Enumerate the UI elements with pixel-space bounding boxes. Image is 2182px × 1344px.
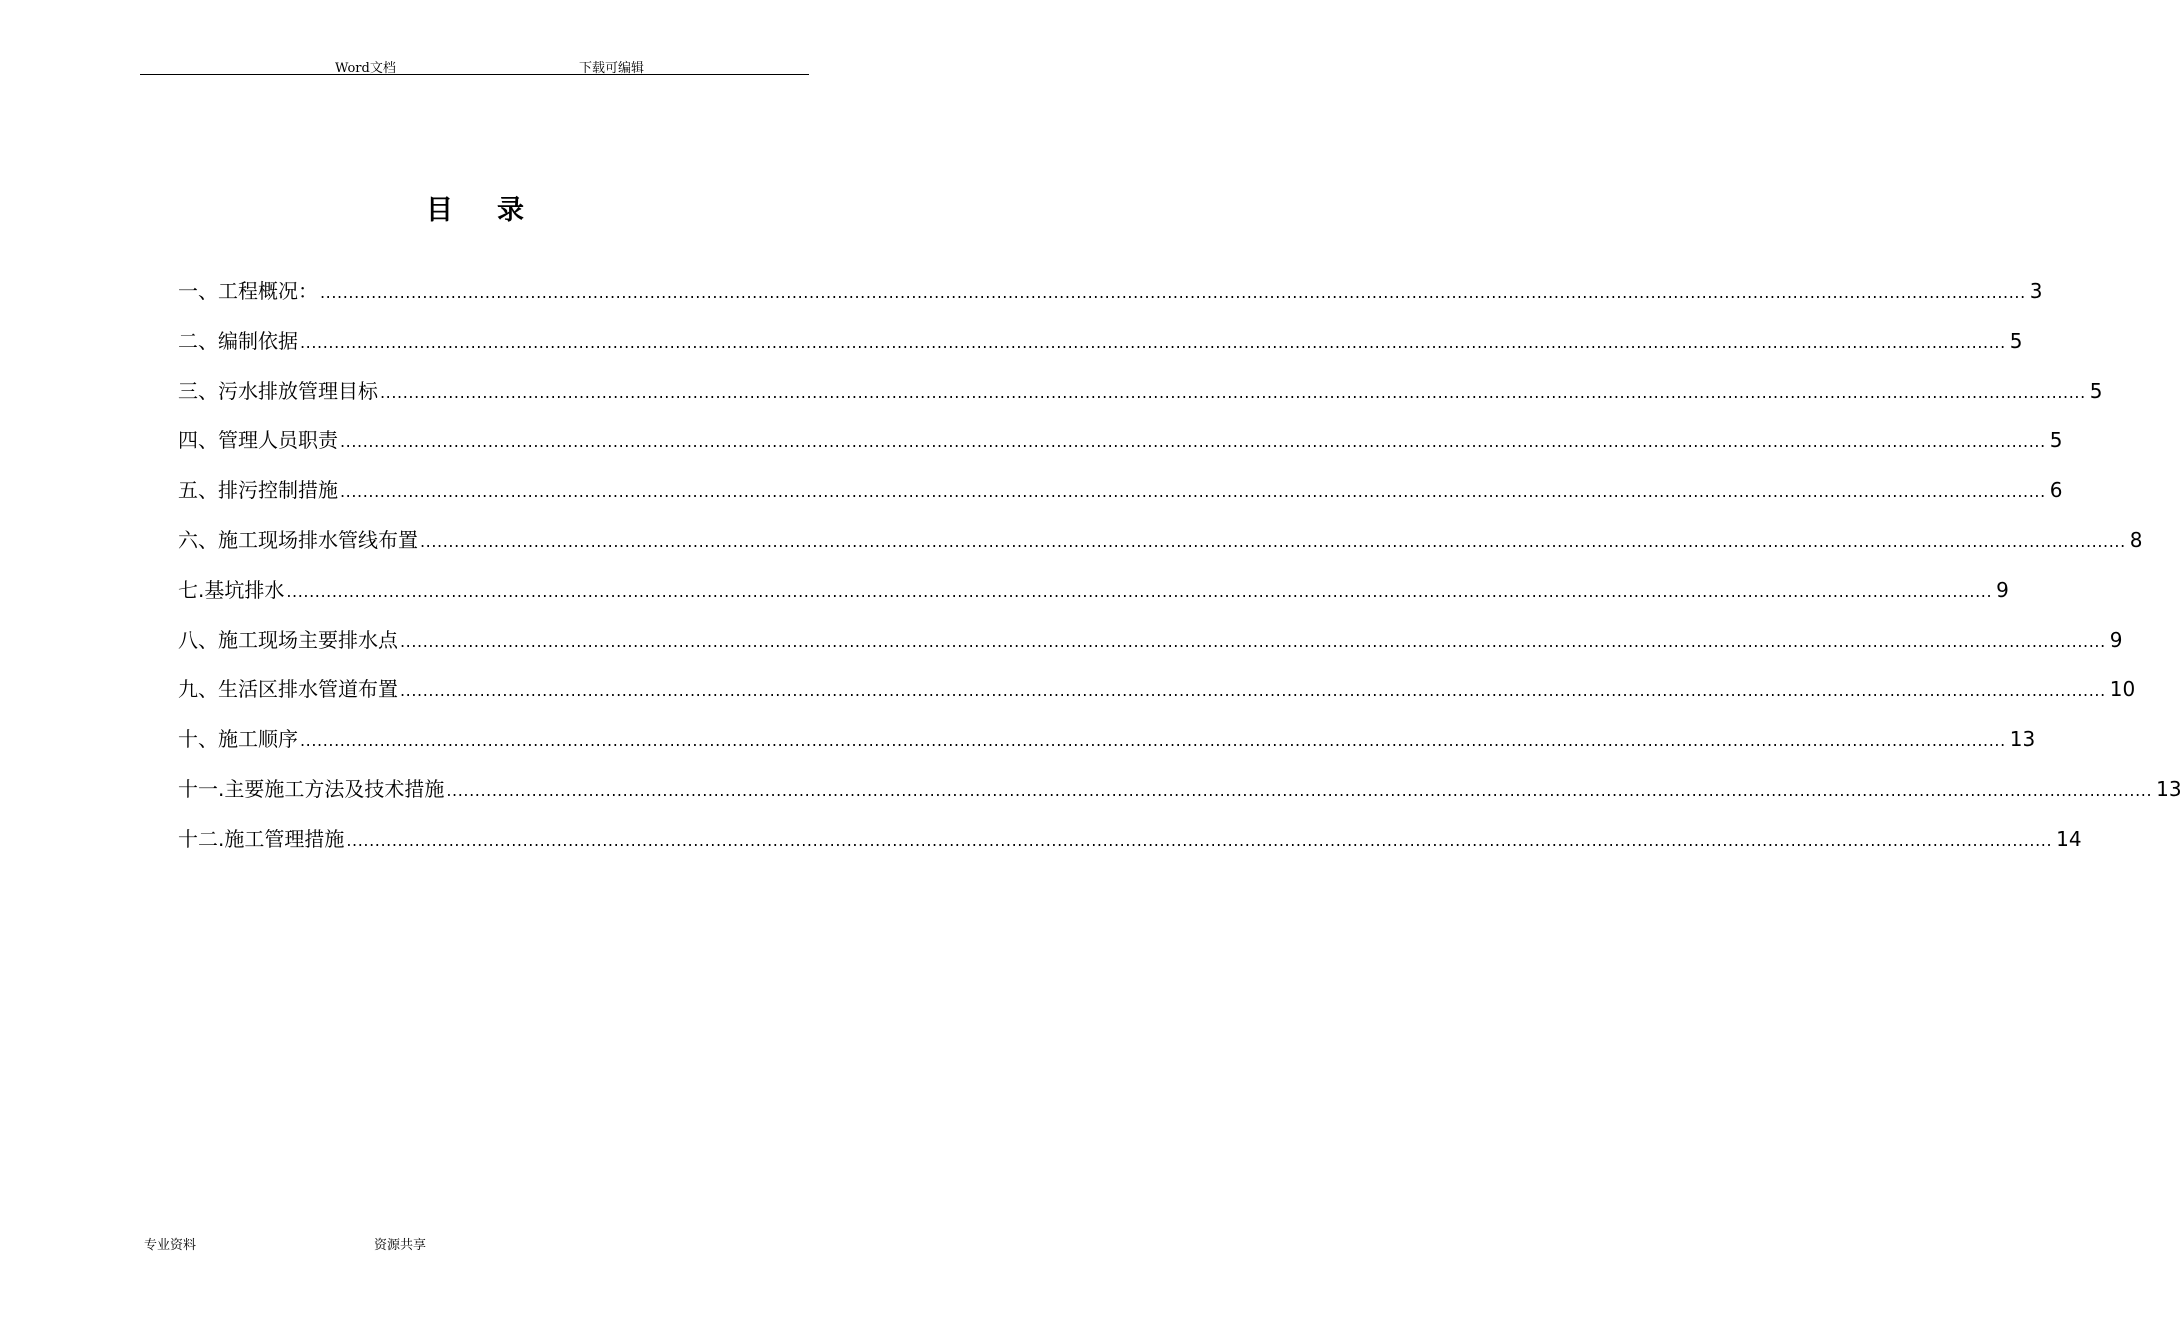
toc-entry[interactable] — [178, 674, 2136, 724]
toc-entry-page: 10 — [2109, 677, 2136, 702]
toc-leader-dots: ............................................................................................................................................................................................................................................................................................................ — [400, 681, 2106, 701]
toc-entry-label: 四、管理人员职责 — [178, 428, 338, 453]
toc-entry-page: 8 — [2129, 527, 2143, 552]
toc-entry-page: 9 — [1996, 577, 2009, 602]
toc-entry[interactable] — [178, 525, 2143, 575]
toc-entry[interactable] — [178, 724, 2036, 774]
toc-entry-page: 5 — [2009, 328, 2023, 353]
table-of-contents — [178, 276, 2182, 874]
toc-leader-dots: ............................................................................................................................................................................................................................................................................................................ — [400, 631, 2106, 651]
toc-entry-page: 13 — [2156, 776, 2182, 801]
toc-entry-label: 三、污水排放管理目标 — [178, 378, 378, 403]
toc-entry-label: 二、编制依据 — [178, 328, 298, 353]
toc-entry-label: 十二.施工管理措施 — [178, 826, 345, 851]
toc-leader-dots: ............................................................................................................................................................................................................................................................................................................ — [346, 830, 2053, 850]
toc-entry-label: 九、生活区排水管道布置 — [178, 677, 398, 702]
footer-left-text: 专业资料 — [144, 1238, 197, 1253]
toc-leader-dots: ............................................................................................................................................................................................................................................................................................................ — [300, 731, 2006, 751]
toc-leader-dots: ............................................................................................................................................................................................................................................................................................................ — [320, 283, 2026, 302]
page-header — [140, 54, 809, 75]
toc-entry[interactable] — [178, 326, 2023, 376]
toc-entry-label: 六、施工现场排水管线布置 — [178, 527, 418, 552]
toc-entry[interactable] — [178, 575, 2009, 625]
toc-entry[interactable] — [178, 625, 2123, 675]
toc-entry-page: 5 — [2049, 428, 2063, 453]
toc-entry[interactable] — [178, 774, 2182, 824]
toc-entry-page: 9 — [2109, 627, 2123, 652]
toc-entry-label: 一、工程概况： — [178, 279, 318, 303]
toc-entry-label: 五、排污控制措施 — [178, 478, 338, 503]
toc-entry[interactable] — [178, 475, 2063, 525]
toc-entry-label: 八、施工现场主要排水点 — [178, 627, 398, 652]
toc-entry-label: 十一.主要施工方法及技术措施 — [178, 776, 445, 801]
toc-entry-label: 七.基坑排水 — [178, 577, 285, 602]
toc-leader-dots: ............................................................................................................................................................................................................................................................................................................ — [446, 780, 2153, 800]
toc-leader-dots: ............................................................................................................................................................................................................................................................................................................ — [300, 332, 2006, 352]
toc-entry[interactable] — [178, 425, 2063, 475]
toc-entry-page: 5 — [2089, 378, 2103, 403]
toc-entry-page: 13 — [2009, 727, 2036, 752]
toc-leader-dots: ............................................................................................................................................................................................................................................................................................................ — [420, 531, 2126, 551]
toc-entry[interactable] — [178, 276, 2043, 326]
toc-entry-label: 十、施工顺序 — [178, 727, 298, 752]
toc-entry[interactable] — [178, 824, 2082, 874]
toc-entry-page: 3 — [2029, 279, 2043, 303]
toc-leader-dots: ............................................................................................................................................................................................................................................................................................................ — [340, 432, 2046, 452]
toc-entry[interactable] — [178, 376, 2103, 426]
toc-entry-page: 14 — [2056, 826, 2082, 851]
toc-entry-page: 6 — [2049, 478, 2063, 503]
toc-leader-dots: ............................................................................................................................................................................................................................................................................................................ — [380, 382, 2086, 402]
toc-title: 目录 — [426, 195, 568, 226]
footer-right-text: 资源共享 — [374, 1238, 427, 1253]
header-left-text: Word文档 — [335, 61, 396, 76]
toc-leader-dots: ............................................................................................................................................................................................................................................................................................................ — [340, 482, 2046, 502]
header-right-text: 下载可编辑 — [579, 61, 645, 76]
toc-leader-dots: ............................................................................................................................................................................................................................................................................................................ — [286, 581, 1993, 601]
